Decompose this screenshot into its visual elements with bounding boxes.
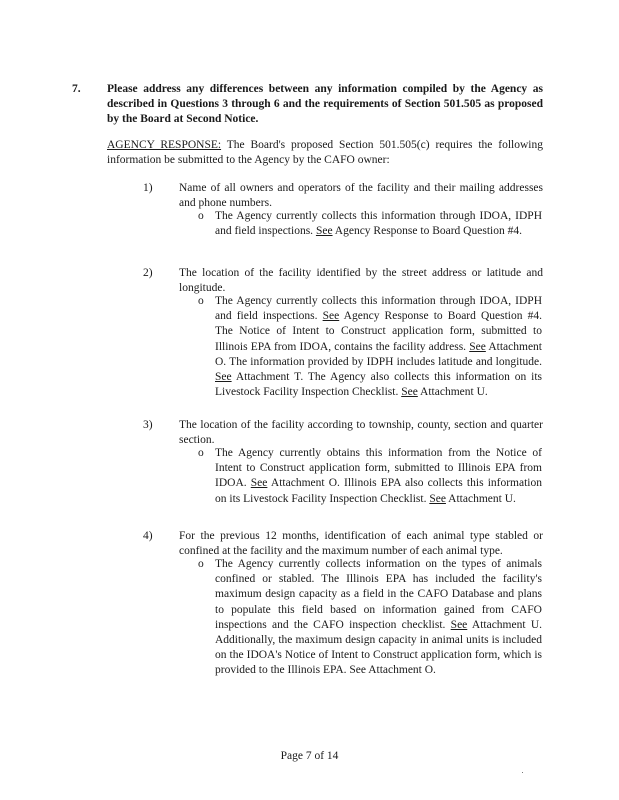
list-item-number: 1) (143, 182, 153, 194)
agency-response-label: AGENCY RESPONSE: (107, 139, 222, 151)
list-item-text: The location of the facility identified by the street address or latitude and longitude. (179, 267, 543, 295)
bullet-text: The Agency currently collects information on the types of animals confined or stabled. The Illinois EPA has included the facility's maximum design capacity as a field in the CAFO Database and plans to populate this field based on information gained from CAFO inspections and the CAFO inspection checklist. See Attachment U. Additionally, the maximum design capacity in animal units is included on the IDOA's Notice of Intent to Construct application form, which is provided to the Illinois EPA. See Attachment O. (215, 558, 542, 677)
agency-response-text: The Board's proposed Section 501.505(c) requires the following information be submitted to the Agency by the CAFO owner: (107, 139, 543, 167)
list-item-text: Name of all owners and operators of the facility and their mailing addresses and phone numbers. (179, 182, 543, 210)
bullet-icon: o (198, 447, 204, 459)
bullet-icon: o (198, 295, 204, 307)
bullet-text: The Agency currently collects this information through IDOA, IDPH and field inspections. See Agency Response to Board Question #4. The Notice of Intent to Construct application form, submitted to Illinois EPA from IDOA, contains the facility address. See Attachment O. The information provided by IDPH includes latitude and longitude. See Attachment T. The Agency also collects this information on its Livestock Facility Inspection Checklist. See Attachment U. (215, 295, 543, 399)
question-text: Please address any differences between any information compiled by the Agency as described in Questions 3 through 6 and the requirements of Section 501.505 as proposed by the Board at Second Notice. (107, 83, 543, 126)
list-item-number: 3) (143, 419, 153, 431)
bullet-text: The Agency currently collects this information through IDOA, IDPH and field inspections. See Agency Response to Board Question #4. (215, 210, 542, 238)
list-item-number: 2) (143, 267, 153, 279)
page-number-footer: Page 7 of 14 (280, 750, 339, 762)
question-number: 7. (72, 83, 81, 95)
bullet-icon: o (198, 210, 204, 222)
list-item-text: The location of the facility according to township, county, section and quarter section. (179, 419, 543, 447)
list-item-number: 4) (143, 530, 153, 542)
agency-response (107, 138, 543, 168)
bullet-icon: o (198, 558, 204, 570)
scan-speck (522, 772, 523, 773)
bullet-text: The Agency currently obtains this information from the Notice of Intent to Construct application form, submitted to Illinois EPA from IDOA. See Attachment O. Illinois EPA also collects this information on its Livestock Facility Inspection Checklist. See Attachment U. (215, 447, 542, 505)
list-item-text: For the previous 12 months, identification of each animal type stabled or confined at the facility and the maximum number of each animal type. (179, 530, 543, 558)
